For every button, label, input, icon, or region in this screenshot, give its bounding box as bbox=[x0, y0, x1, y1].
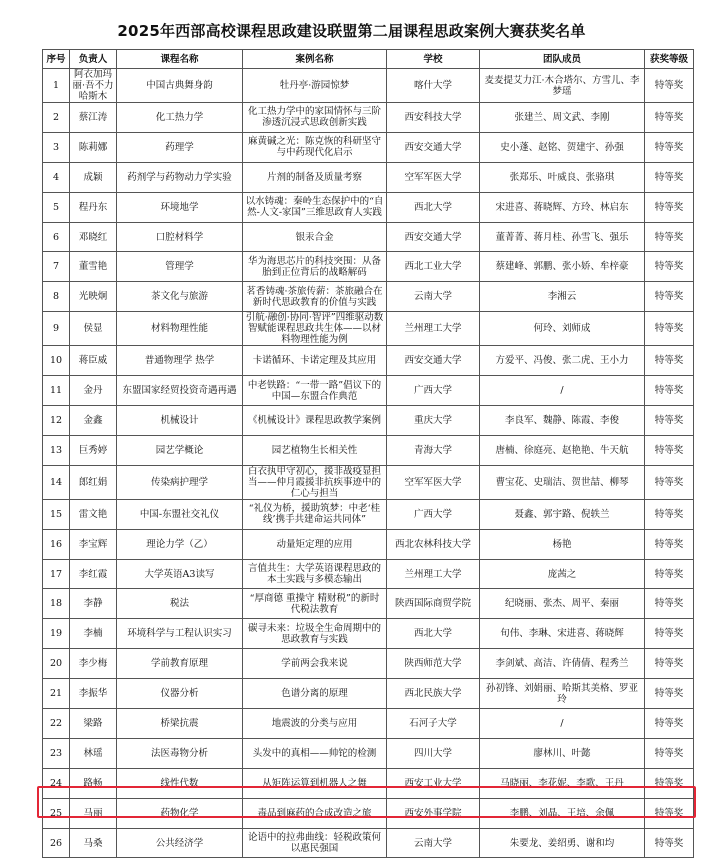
table-row bbox=[43, 162, 694, 192]
cell-school: 广西大学 bbox=[387, 376, 480, 406]
cell-leader: 郎红娟 bbox=[70, 465, 117, 499]
header-leader: 负责人 bbox=[70, 50, 117, 69]
header-team: 团队成员 bbox=[480, 50, 645, 69]
cell-no: 19 bbox=[43, 619, 70, 649]
cell-leader: 蔡江涛 bbox=[70, 103, 117, 133]
page-title: 2025年西部高校课程思政建设联盟第二届课程思政案例大赛获奖名单 bbox=[117, 22, 586, 40]
cell-award: 特等奖 bbox=[645, 132, 694, 162]
cell-no: 26 bbox=[43, 828, 70, 858]
cell-case: 从矩阵运算到机器人之舞 bbox=[243, 768, 387, 798]
table-row bbox=[43, 69, 694, 103]
cell-school: 西安科技大学 bbox=[387, 103, 480, 133]
cell-course: 传染病护理学 bbox=[117, 465, 243, 499]
cell-school: 青海大学 bbox=[387, 435, 480, 465]
cell-award: 特等奖 bbox=[645, 162, 694, 192]
table-row bbox=[43, 499, 694, 529]
cell-case: “礼仪为桥，援助筑梦：中老‘桂线’携手共建命运共同体” bbox=[243, 499, 387, 529]
cell-no: 1 bbox=[43, 69, 70, 103]
cell-team: 李剑斌、高洁、许倩倩、程秀兰 bbox=[480, 649, 645, 679]
cell-no: 22 bbox=[43, 709, 70, 739]
cell-award: 特等奖 bbox=[645, 589, 694, 619]
award-table bbox=[42, 49, 694, 858]
cell-no: 23 bbox=[43, 738, 70, 768]
cell-case: 银汞合金 bbox=[243, 222, 387, 252]
cell-course: 环境科学与工程认识实习 bbox=[117, 619, 243, 649]
cell-case: 动量矩定理的应用 bbox=[243, 529, 387, 559]
cell-team: 孙初锋、刘娟丽、哈斯其美格、罗亚玲 bbox=[480, 679, 645, 709]
cell-case: 片剂的制备及质量考察 bbox=[243, 162, 387, 192]
header-award: 获奖等级 bbox=[645, 50, 694, 69]
cell-no: 4 bbox=[43, 162, 70, 192]
cell-course: 茶文化与旅游 bbox=[117, 282, 243, 312]
cell-leader: 林瑶 bbox=[70, 738, 117, 768]
cell-case: 学前两会我来说 bbox=[243, 649, 387, 679]
cell-school: 空军军医大学 bbox=[387, 162, 480, 192]
cell-leader: 李振华 bbox=[70, 679, 117, 709]
cell-award: 特等奖 bbox=[645, 619, 694, 649]
cell-leader: 李少梅 bbox=[70, 649, 117, 679]
cell-course: 线性代数 bbox=[117, 768, 243, 798]
cell-no: 2 bbox=[43, 103, 70, 133]
table-row bbox=[43, 768, 694, 798]
cell-leader: 董雪艳 bbox=[70, 252, 117, 282]
table-row bbox=[43, 738, 694, 768]
cell-course: 中国古典舞身韵 bbox=[117, 69, 243, 103]
cell-leader: 李红霞 bbox=[70, 559, 117, 589]
cell-school: 西北农林科技大学 bbox=[387, 529, 480, 559]
cell-course: 材料物理性能 bbox=[117, 312, 243, 346]
cell-course: 环境地学 bbox=[117, 192, 243, 222]
cell-team: 李鹏、刘晶、王培、余佩 bbox=[480, 798, 645, 828]
cell-leader: 成颖 bbox=[70, 162, 117, 192]
cell-no: 3 bbox=[43, 132, 70, 162]
cell-no: 18 bbox=[43, 589, 70, 619]
table-row bbox=[43, 103, 694, 133]
table-row bbox=[43, 709, 694, 739]
table-row bbox=[43, 222, 694, 252]
cell-award: 特等奖 bbox=[645, 406, 694, 436]
cell-school: 广西大学 bbox=[387, 499, 480, 529]
cell-case: 园艺植物生长相关性 bbox=[243, 435, 387, 465]
cell-award: 特等奖 bbox=[645, 376, 694, 406]
cell-school: 西北民族大学 bbox=[387, 679, 480, 709]
cell-award: 特等奖 bbox=[645, 103, 694, 133]
cell-school: 重庆大学 bbox=[387, 406, 480, 436]
table-row bbox=[43, 406, 694, 436]
cell-no: 20 bbox=[43, 649, 70, 679]
cell-team: 朱要龙、姜绍勇、谢和均 bbox=[480, 828, 645, 858]
cell-leader: 侯显 bbox=[70, 312, 117, 346]
cell-leader: 程丹东 bbox=[70, 192, 117, 222]
cell-case: 卡诺循环、卡诺定理及其应用 bbox=[243, 346, 387, 376]
cell-no: 21 bbox=[43, 679, 70, 709]
cell-course: 东盟国家经贸投资奇遇再遇 bbox=[117, 376, 243, 406]
cell-case: 地震波的分类与应用 bbox=[243, 709, 387, 739]
cell-leader: 光映炯 bbox=[70, 282, 117, 312]
cell-case: 牡丹亭·游园惊梦 bbox=[243, 69, 387, 103]
cell-case: 以水铸魂：秦岭生态保护中的“自然-人文-家国”三维思政育人实践 bbox=[243, 192, 387, 222]
cell-team: 李湘云 bbox=[480, 282, 645, 312]
cell-case: 论语中的拉弗曲线：轻税政策何以惠民强国 bbox=[243, 828, 387, 858]
cell-no: 5 bbox=[43, 192, 70, 222]
cell-team: / bbox=[480, 709, 645, 739]
table-row bbox=[43, 192, 694, 222]
cell-leader: 李宝辉 bbox=[70, 529, 117, 559]
cell-school: 云南大学 bbox=[387, 282, 480, 312]
cell-award: 特等奖 bbox=[645, 529, 694, 559]
cell-course: 机械设计 bbox=[117, 406, 243, 436]
header-no: 序号 bbox=[43, 50, 70, 69]
cell-case: 茗香铸魂·茶旅传薪：茶旅融合在新时代思政教育的价值与实践 bbox=[243, 282, 387, 312]
cell-course: 学前教育原理 bbox=[117, 649, 243, 679]
cell-award: 特等奖 bbox=[645, 828, 694, 858]
header-case: 案例名称 bbox=[243, 50, 387, 69]
cell-no: 25 bbox=[43, 798, 70, 828]
cell-course: 园艺学概论 bbox=[117, 435, 243, 465]
cell-school: 四川大学 bbox=[387, 738, 480, 768]
cell-no: 13 bbox=[43, 435, 70, 465]
cell-no: 17 bbox=[43, 559, 70, 589]
cell-team: 李良军、魏静、陈霞、李俊 bbox=[480, 406, 645, 436]
cell-team: 蔡建峰、郭鹏、张小娇、牟梓豪 bbox=[480, 252, 645, 282]
cell-course: 药剂学与药物动力学实验 bbox=[117, 162, 243, 192]
cell-award: 特等奖 bbox=[645, 282, 694, 312]
cell-school: 兰州理工大学 bbox=[387, 559, 480, 589]
cell-school: 云南大学 bbox=[387, 828, 480, 858]
cell-case: 毒品到麻药的合成改造之旅 bbox=[243, 798, 387, 828]
cell-case: 白衣执甲守初心，援非战疫显担当——仲月霞援非抗疾事迹中的仁心与担当 bbox=[243, 465, 387, 499]
table-row bbox=[43, 132, 694, 162]
cell-team: 董菁菁、蒋月桂、孙雪飞、强乐 bbox=[480, 222, 645, 252]
cell-school: 喀什大学 bbox=[387, 69, 480, 103]
cell-no: 16 bbox=[43, 529, 70, 559]
cell-award: 特等奖 bbox=[645, 798, 694, 828]
cell-school: 空军军医大学 bbox=[387, 465, 480, 499]
cell-leader: 陈莉娜 bbox=[70, 132, 117, 162]
cell-team: 旬伟、李琳、宋进喜、蒋晓辉 bbox=[480, 619, 645, 649]
cell-team: 曹宝花、史瑞洁、贺世喆、柳琴 bbox=[480, 465, 645, 499]
cell-school: 西安交通大学 bbox=[387, 222, 480, 252]
cell-award: 特等奖 bbox=[645, 499, 694, 529]
cell-team: 张郑乐、叶威良、张骆琪 bbox=[480, 162, 645, 192]
cell-case: 《机械设计》课程思政教学案例 bbox=[243, 406, 387, 436]
cell-award: 特等奖 bbox=[645, 252, 694, 282]
cell-school: 石河子大学 bbox=[387, 709, 480, 739]
award-rows bbox=[43, 69, 694, 858]
table-row bbox=[43, 312, 694, 346]
header-school: 学校 bbox=[387, 50, 480, 69]
cell-award: 特等奖 bbox=[645, 679, 694, 709]
cell-case: “厚商德 重操守 精财税”的新时代税法教育 bbox=[243, 589, 387, 619]
cell-course: 税法 bbox=[117, 589, 243, 619]
table-row bbox=[43, 619, 694, 649]
cell-course: 管理学 bbox=[117, 252, 243, 282]
cell-leader: 李楠 bbox=[70, 619, 117, 649]
cell-school: 西安交通大学 bbox=[387, 132, 480, 162]
cell-leader: 金丹 bbox=[70, 376, 117, 406]
cell-course: 中国-东盟社交礼仪 bbox=[117, 499, 243, 529]
header-course: 课程名称 bbox=[117, 50, 243, 69]
cell-case: 麻黄碱之光：陈克恢的科研坚守与中药现代化启示 bbox=[243, 132, 387, 162]
cell-no: 12 bbox=[43, 406, 70, 436]
table-header-row bbox=[43, 50, 694, 69]
cell-course: 桥梁抗震 bbox=[117, 709, 243, 739]
cell-course: 药理学 bbox=[117, 132, 243, 162]
cell-no: 15 bbox=[43, 499, 70, 529]
cell-award: 特等奖 bbox=[645, 738, 694, 768]
cell-team: 杨艳 bbox=[480, 529, 645, 559]
table-row bbox=[43, 559, 694, 589]
table-row bbox=[43, 589, 694, 619]
cell-award: 特等奖 bbox=[645, 559, 694, 589]
table-row bbox=[43, 529, 694, 559]
cell-case: 头发中的真相——帅铊的检测 bbox=[243, 738, 387, 768]
cell-award: 特等奖 bbox=[645, 649, 694, 679]
cell-leader: 蒋臣威 bbox=[70, 346, 117, 376]
cell-course: 普通物理学 热学 bbox=[117, 346, 243, 376]
cell-no: 24 bbox=[43, 768, 70, 798]
cell-course: 仪器分析 bbox=[117, 679, 243, 709]
cell-team: 纪晓丽、张杰、周平、秦丽 bbox=[480, 589, 645, 619]
cell-award: 特等奖 bbox=[645, 709, 694, 739]
cell-team: 唐楠、徐庭亮、赵艳艳、牛天航 bbox=[480, 435, 645, 465]
cell-leader: 马桑 bbox=[70, 828, 117, 858]
table-row bbox=[43, 649, 694, 679]
cell-leader: 金鑫 bbox=[70, 406, 117, 436]
cell-leader: 路畅 bbox=[70, 768, 117, 798]
table-row bbox=[43, 798, 694, 828]
cell-award: 特等奖 bbox=[645, 435, 694, 465]
cell-course: 法医毒物分析 bbox=[117, 738, 243, 768]
cell-leader: 马丽 bbox=[70, 798, 117, 828]
cell-leader: 梁路 bbox=[70, 709, 117, 739]
table-row bbox=[43, 252, 694, 282]
cell-case: 化工热力学中的家国情怀与三阶渗透沉浸式思政创新实践 bbox=[243, 103, 387, 133]
cell-school: 西安外事学院 bbox=[387, 798, 480, 828]
cell-case: 华为海思芯片的科技突围：从备胎到正位背后的战略解码 bbox=[243, 252, 387, 282]
cell-school: 陕西师范大学 bbox=[387, 649, 480, 679]
table-row bbox=[43, 282, 694, 312]
cell-school: 西北工业大学 bbox=[387, 252, 480, 282]
cell-leader: 邓晓红 bbox=[70, 222, 117, 252]
cell-award: 特等奖 bbox=[645, 312, 694, 346]
cell-team: 宋进喜、蒋晓辉、方玲、林启东 bbox=[480, 192, 645, 222]
cell-leader: 阿衣加玛丽·吾不力哈斯木 bbox=[70, 69, 117, 103]
cell-no: 8 bbox=[43, 282, 70, 312]
cell-award: 特等奖 bbox=[645, 346, 694, 376]
cell-no: 6 bbox=[43, 222, 70, 252]
cell-no: 10 bbox=[43, 346, 70, 376]
cell-school: 西北大学 bbox=[387, 192, 480, 222]
cell-case: 中老铁路：“一带一路”倡议下的中国—东盟合作典范 bbox=[243, 376, 387, 406]
cell-course: 大学英语A3读写 bbox=[117, 559, 243, 589]
cell-school: 西安交通大学 bbox=[387, 346, 480, 376]
cell-team: 方爱平、冯俊、张二虎、王小力 bbox=[480, 346, 645, 376]
cell-award: 特等奖 bbox=[645, 465, 694, 499]
cell-team: 张建兰、周文武、李刚 bbox=[480, 103, 645, 133]
cell-team: 麦麦提艾力江·木合塔尔、方雪儿、李梦瑶 bbox=[480, 69, 645, 103]
cell-award: 特等奖 bbox=[645, 768, 694, 798]
cell-school: 西北大学 bbox=[387, 619, 480, 649]
cell-team: 何玲、刘师成 bbox=[480, 312, 645, 346]
cell-leader: 雷文艳 bbox=[70, 499, 117, 529]
cell-school: 兰州理工大学 bbox=[387, 312, 480, 346]
table-row bbox=[43, 435, 694, 465]
cell-no: 7 bbox=[43, 252, 70, 282]
cell-course: 口腔材料学 bbox=[117, 222, 243, 252]
cell-course: 公共经济学 bbox=[117, 828, 243, 858]
cell-course: 药物化学 bbox=[117, 798, 243, 828]
table-row bbox=[43, 346, 694, 376]
cell-no: 9 bbox=[43, 312, 70, 346]
cell-team: 廖林川、叶懿 bbox=[480, 738, 645, 768]
cell-school: 西安工业大学 bbox=[387, 768, 480, 798]
cell-team: 庞茜之 bbox=[480, 559, 645, 589]
cell-case: 言值共生：大学英语课程思政的本土实践与多模态输出 bbox=[243, 559, 387, 589]
cell-course: 化工热力学 bbox=[117, 103, 243, 133]
cell-team: 史小蓬、赵铭、贺建宇、孙强 bbox=[480, 132, 645, 162]
cell-leader: 巨秀婷 bbox=[70, 435, 117, 465]
cell-case: 碳寻未来：垃圾全生命周期中的思政教育与实践 bbox=[243, 619, 387, 649]
table-row bbox=[43, 376, 694, 406]
table-row bbox=[43, 679, 694, 709]
cell-school: 陕西国际商贸学院 bbox=[387, 589, 480, 619]
cell-leader: 李静 bbox=[70, 589, 117, 619]
cell-award: 特等奖 bbox=[645, 222, 694, 252]
table-row bbox=[43, 465, 694, 499]
cell-case: 引航·融创·协同·智评”四维驱动数智赋能课程思政共生体——以材料物理性能为例 bbox=[243, 312, 387, 346]
cell-award: 特等奖 bbox=[645, 192, 694, 222]
table-row bbox=[43, 828, 694, 858]
cell-team: 马晓丽、李花妮、李歌、王丹 bbox=[480, 768, 645, 798]
cell-award: 特等奖 bbox=[645, 69, 694, 103]
cell-course: 理论力学（乙） bbox=[117, 529, 243, 559]
cell-team: 聂鑫、郭宇路、倪轶兰 bbox=[480, 499, 645, 529]
cell-no: 11 bbox=[43, 376, 70, 406]
cell-case: 色谱分离的原理 bbox=[243, 679, 387, 709]
cell-team: / bbox=[480, 376, 645, 406]
cell-no: 14 bbox=[43, 465, 70, 499]
